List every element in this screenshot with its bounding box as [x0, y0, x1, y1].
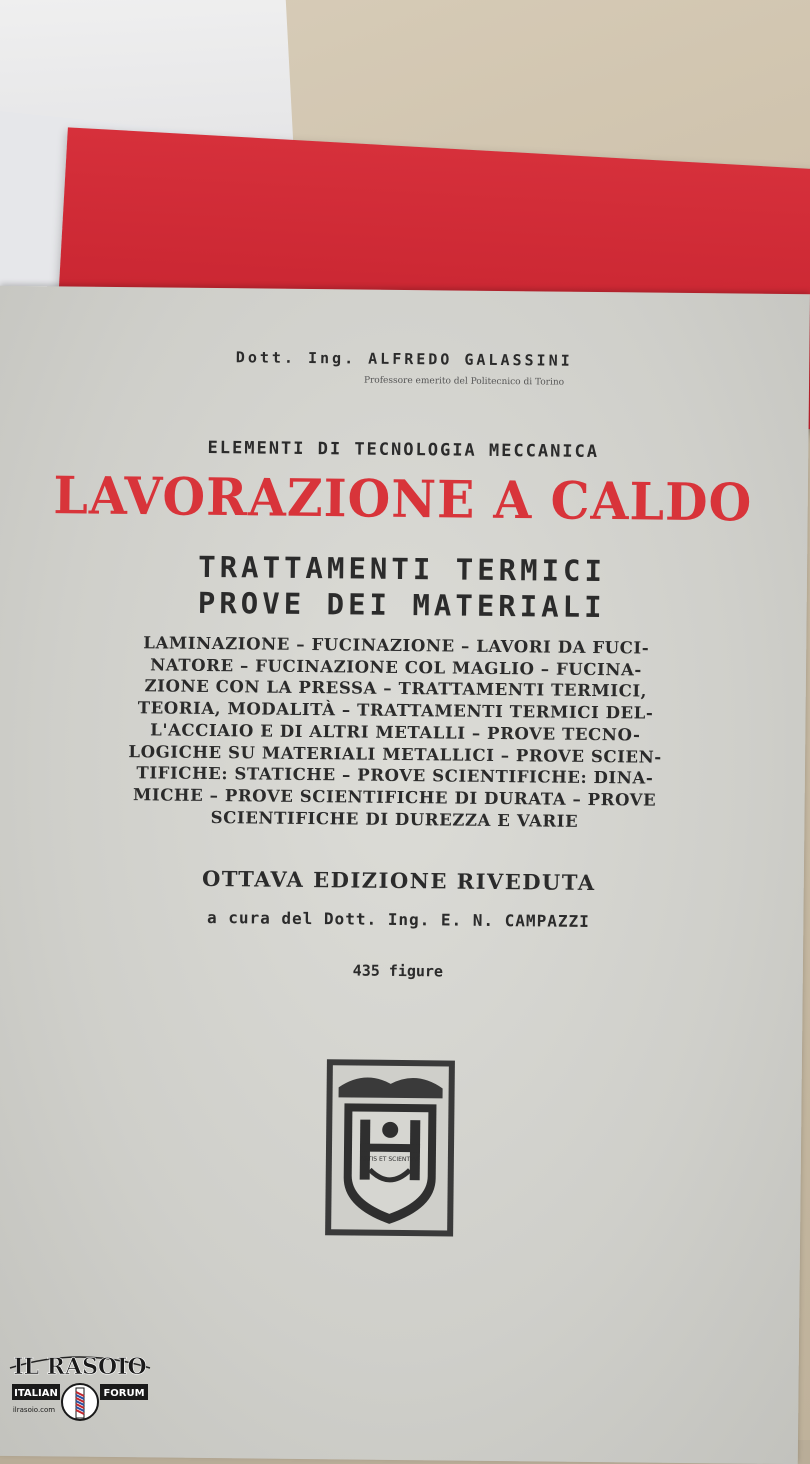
- author-subtitle: Professore emerito del Politecnico di Torino: [363, 375, 565, 388]
- editor-credit: a cura del Dott. Ing. E. N. CAMPAZZI: [206, 907, 590, 931]
- logo-title: IL RASOIO: [13, 1354, 147, 1380]
- book-title: LAVORAZIONE A CALDO: [53, 464, 753, 534]
- contents-line: TIFICHE: STATICHE – PROVE SCIENTIFICHE: DINA-: [136, 763, 654, 788]
- logo-forum: FORUM: [103, 1388, 145, 1399]
- figures-count: 435 figure: [352, 961, 444, 981]
- edition-label: OTTAVA EDIZIONE RIVEDUTA: [201, 865, 596, 896]
- contents-line: TEORIA, MODALITÀ – TRATTAMENTI TERMICI DEL-: [137, 698, 654, 723]
- contents-line: NATORE – FUCINAZIONE COL MAGLIO – FUCINA-: [150, 655, 643, 680]
- contents-summary: [89, 632, 701, 834]
- cover-text-area: [0, 286, 810, 1444]
- contents-line: LOGICHE SU MATERIALI METALLICI – PROVE SCIEN-: [128, 741, 662, 767]
- book-cover: [0, 286, 810, 1464]
- contents-line: L'ACCIAIO E DI ALTRI METALLI – PROVE TECNO-: [150, 720, 641, 745]
- logo-italian: ITALIAN: [14, 1388, 58, 1399]
- contents-line: MICHE – PROVE SCIENTIFICHE DI DURATA – PROVE: [132, 785, 657, 810]
- logo-site: ilrasoio.com: [12, 1406, 56, 1414]
- author-name: Dott. Ing. ALFREDO GALASSINI: [235, 348, 573, 370]
- series-title: ELEMENTI DI TECNOLOGIA MECCANICA: [207, 437, 600, 463]
- contents-line: ZIONE CON LA PRESSA – TRATTAMENTI TERMICI,: [144, 676, 648, 701]
- subtitle-line-2: PROVE DEI MATERIALI: [197, 585, 606, 625]
- contents-line: LAMINAZIONE – FUCINAZIONE – LAVORI DA FUCI-: [143, 633, 650, 658]
- emblem-motto: ARTIS ET SCIENTIAE: [359, 1155, 420, 1164]
- subtitle-line-1: TRATTAMENTI TERMICI: [198, 549, 607, 589]
- contents-line: SCIENTIFICHE DI DUREZZA E VARIE: [210, 807, 579, 831]
- il-rasoio-forum-logo: [4, 1344, 156, 1434]
- publisher-emblem: [323, 1057, 457, 1238]
